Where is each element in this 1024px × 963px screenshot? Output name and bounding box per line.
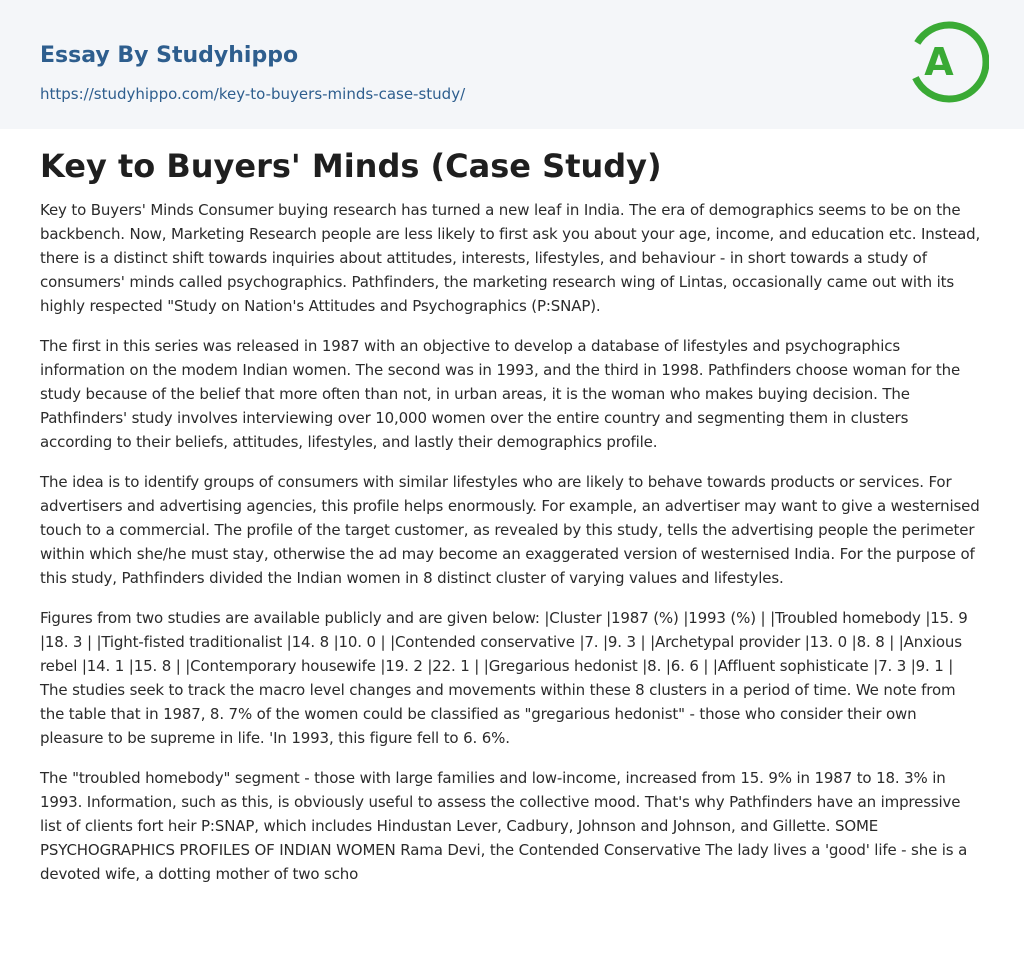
studyhippo-logo[interactable] [909,17,989,107]
article-paragraph: Key to Buyers' Minds Consumer buying research has turned a new leaf in India. The era of demographics seems to be on the backbench. Now, Marketing Research people are less likely to first ask you about your age, income, and education etc. Instead, there is a distinct shift towards inquiries about attitudes, interests, lifestyles, and behaviour - in short towards a study of consumers' minds called psychographics. Pathfinders, the marketing research wing of Lintas, occasionally came out with its highly respected "Study on Nation's Attitudes and Psychographics (P:SNAP). [40,201,981,315]
article-paragraph: The "troubled homebody" segment - those with large families and low-income, increased from 15. 9% in 1987 to 18. 3% in 1993. Information, such as this, is obviously useful to assess the collective mood. That's why Pathfinders have an impressive list of clients fort heir P:SNAP, which includes Hindustan Lever, Cadbury, Johnson and Johnson, and Gillette. SOME PSYCHOGRAPHICS PROFILES OF INDIAN WOMEN Rama Devi, the Contended Conservative The lady lives a 'good' life - she is a devoted wife, a dotting mother of two scho [40,769,968,883]
article [40,142,984,902]
page-title: Key to Buyers' Minds (Case Study) [40,147,662,185]
site-header [0,0,1024,129]
source-url-link[interactable]: https://studyhippo.com/key-to-buyers-minds-case-study/ [40,85,466,103]
svg-text:A: A [924,40,954,84]
site-brand[interactable]: Essay By Studyhippo [40,43,299,68]
article-paragraph: Figures from two studies are available publicly and are given below: |Cluster |1987 (%) |1993 (%) | |Troubled homebody |15. 9 |18. 3 | |Tight-fisted traditionalist |14. 8 |10. 0 | |Contended conservative |7. |9. 3 | |Archetypal provider |13. 0 |8. 8 | |Anxious rebel |14. 1 |15. 8 | |Contemporary housewife |19. 2 |22. 1 | |Gregarious hedonist |8. |6. 6 | |Affluent sophisticate |7. 3 |9. 1 | The studies seek to track the macro level changes and movements within these 8 clusters in a period of time. We note from the table that in 1987, 8. 7% of the women could be classified as "gregarious hedonist" - those who consider their own pleasure to be supreme in life. 'In 1993, this figure fell to 6. 6%. [40,609,968,747]
article-paragraph: The first in this series was released in 1987 with an objective to develop a database of lifestyles and psychographics information on the modem Indian women. The second was in 1993, and the third in 1998. Pathfinders choose woman for the study because of the belief that more often than not, in urban areas, it is the woman who makes buying decision. The Pathfinders' study involves interviewing over 10,000 women over the entire country and segmenting them in clusters according to their beliefs, attitudes, lifestyles, and lastly their demographics profile. [40,337,961,451]
logo-a-icon [909,17,989,107]
article-paragraph: The idea is to identify groups of consumers with similar lifestyles who are likely to behave towards products or services. For advertisers and advertising agencies, this profile helps enormously. For example, an advertiser may want to give a westernised touch to a commercial. The profile of the target customer, as revealed by this study, tells the advertising people the perimeter within which she/he must stay, otherwise the ad may become an exaggerated version of westernised India. For the purpose of this study, Pathfinders divided the Indian women in 8 distinct cluster of varying values and lifestyles. [40,473,980,587]
